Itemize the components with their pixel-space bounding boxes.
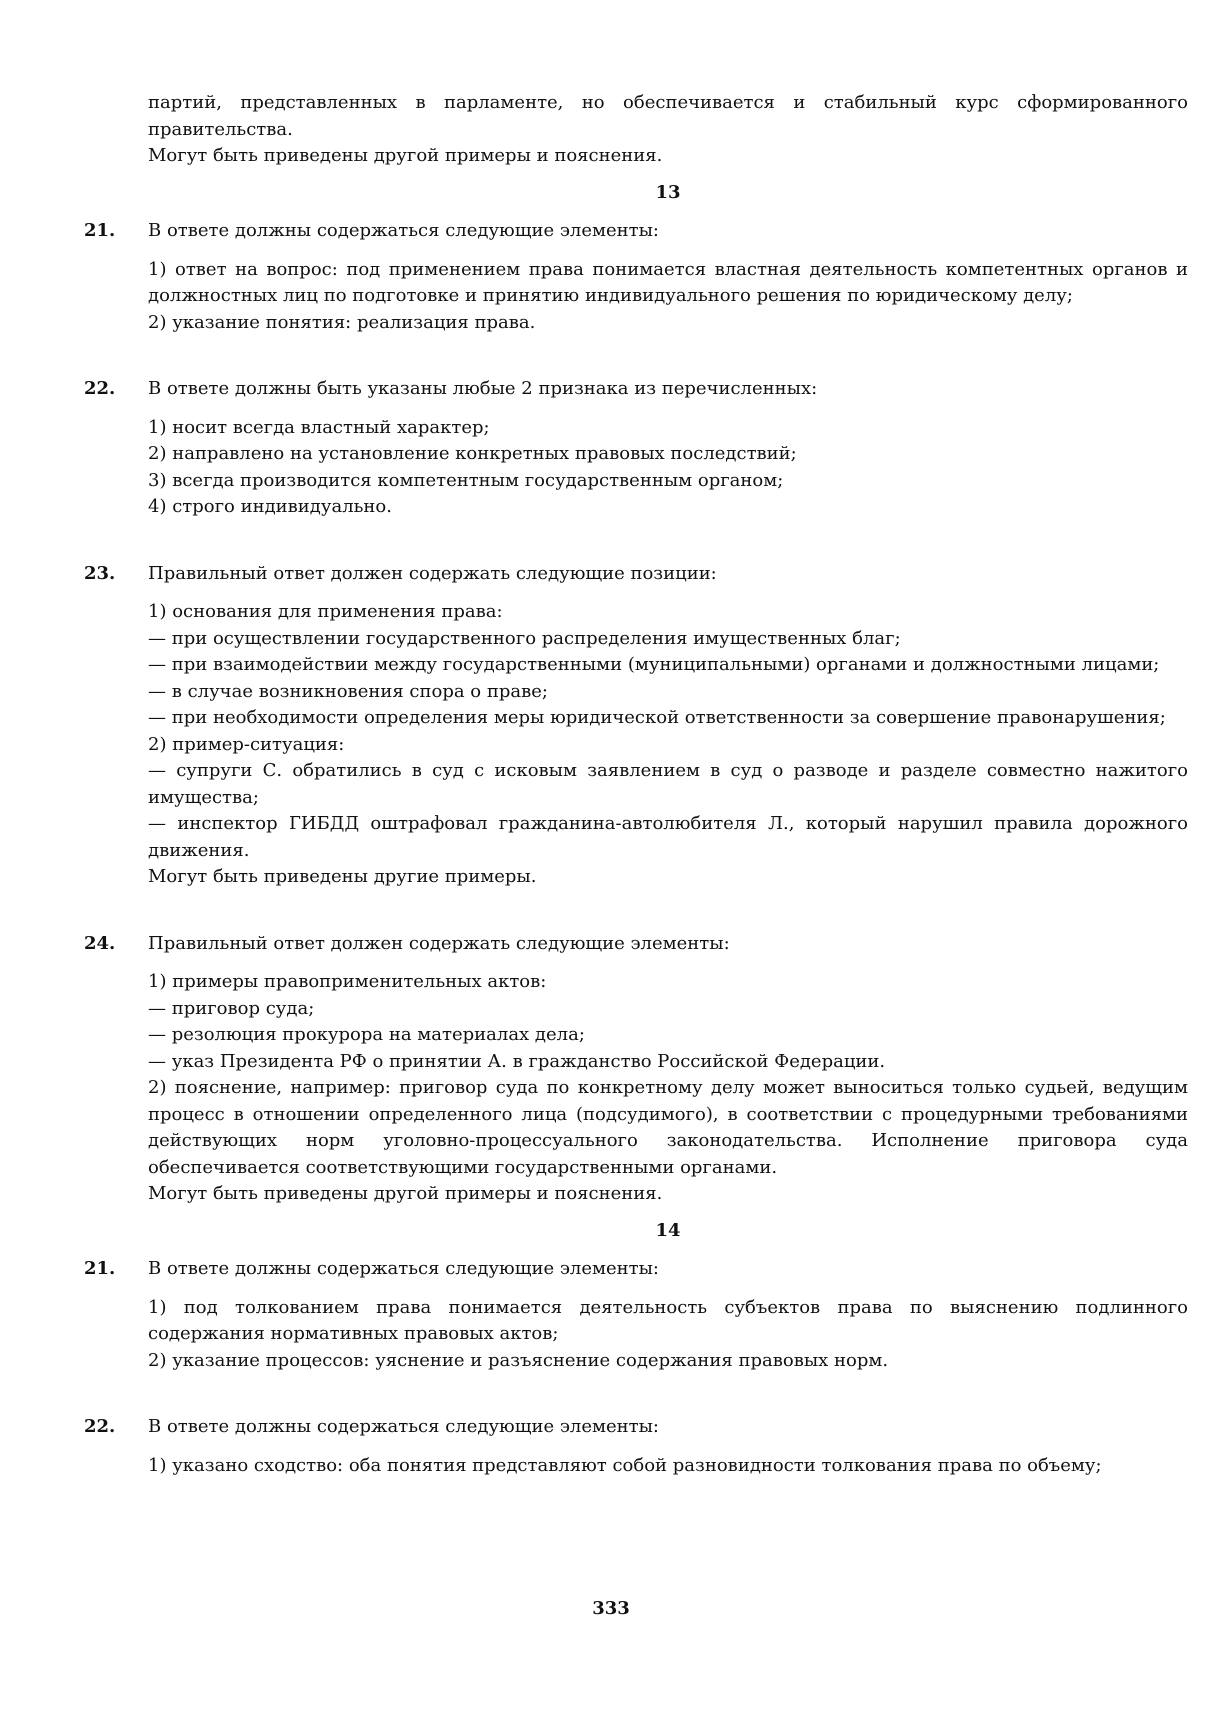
task-number: 21.: [84, 1258, 116, 1279]
page-number: 333: [592, 1598, 630, 1619]
answer-line: Могут быть приведены другие примеры.: [148, 866, 537, 887]
section-number: 13: [655, 181, 681, 203]
answer-line: 2) пример-ситуация:: [148, 733, 345, 755]
answer-line: — указ Президента РФ о принятии А. в гражданство Российской Федерации.: [148, 1050, 886, 1072]
answer-line: 2) направлено на установление конкретных правовых последствий;: [148, 443, 797, 464]
task-header: В ответе должны содержаться следующие элементы:: [148, 220, 659, 241]
answer-line: — при необходимости определения меры юридической ответственности за совершение правонарушения;: [148, 707, 1166, 728]
task-number: 22.: [84, 378, 116, 399]
page-content: [84, 90, 1188, 1479]
answer-line: — в случае возникновения спора о праве;: [148, 680, 548, 702]
task-header: В ответе должны содержаться следующие элементы:: [148, 1416, 659, 1437]
intro-line: партий, представленных в парламенте, но обеспечивается и стабильный курс сформированного правительства.: [148, 92, 1188, 140]
answer-line: — приговор суда;: [148, 997, 315, 1019]
task-block: [84, 218, 1188, 336]
answer-line: — резолюция прокурора на материалах дела;: [148, 1024, 585, 1045]
task-header: Правильный ответ должен содержать следующие элементы:: [148, 932, 730, 954]
task-block: [84, 376, 1188, 521]
task-number: 23.: [84, 562, 116, 584]
answer-line: 1) ответ на вопрос: под применением права понимается властная деятельность компетентных органов и должностных лиц по подготовке и принятию индивидуального решения по юридическому делу;: [148, 258, 1188, 306]
answer-line: — инспектор ГИБДД оштрафовал гражданина-автолюбителя Л., который нарушил правила дорожного движения.: [148, 813, 1188, 861]
task-header: В ответе должны быть указаны любые 2 признака из перечисленных:: [148, 378, 818, 399]
task-number: 21.: [84, 220, 116, 241]
answer-line: — при взаимодействии между государственными (муниципальными) органами и должностными лицами;: [148, 654, 1160, 675]
answer-line: 2) пояснение, например: приговор суда по конкретному делу может выноситься только судьей, ведущим процесс в отношении определенного лица (подсудимого), в соответствии с процедурными требованиями действующих норм уголовно-процессуального законодательства. Исполнение приговора суда обеспечивается соответствующими государственными органами.: [148, 1077, 1188, 1178]
answer-line: 2) указание понятия: реализация права.: [148, 311, 536, 333]
answer-line: — при осуществлении государственного распределения имущественных благ;: [148, 627, 901, 649]
task-block: [84, 1414, 1188, 1479]
answer-line: 1) основания для применения права:: [148, 601, 503, 622]
answer-line: Могут быть приведены другой примеры и пояснения.: [148, 1183, 663, 1204]
answer-line: 4) строго индивидуально.: [148, 496, 392, 517]
answer-line: 1) носит всегда властный характер;: [148, 416, 490, 438]
task-header: Правильный ответ должен содержать следующие позиции:: [148, 562, 717, 584]
task-number: 22.: [84, 1416, 116, 1437]
task-number: 24.: [84, 932, 116, 954]
answer-line: 3) всегда производится компетентным государственным органом;: [148, 469, 784, 491]
task-block: [84, 1256, 1188, 1374]
task-block: [84, 931, 1188, 1208]
task-header: В ответе должны содержаться следующие элементы:: [148, 1258, 659, 1279]
task-block: [84, 561, 1188, 891]
intro-line: Могут быть приведены другой примеры и пояснения.: [148, 145, 663, 166]
answer-line: 2) указание процессов: уяснение и разъяснение содержания правовых норм.: [148, 1349, 889, 1371]
answer-line: 1) указано сходство: оба понятия представляют собой разновидности толкования права по объему;: [148, 1454, 1102, 1476]
answer-line: 1) под толкованием права понимается деятельность субъектов права по выяснению подлинного содержания нормативных правовых актов;: [148, 1296, 1188, 1344]
answer-line: — супруги С. обратились в суд с исковым заявлением в суд о разводе и разделе совместно нажитого имущества;: [148, 760, 1188, 808]
answer-line: 1) примеры правоприменительных актов:: [148, 971, 547, 992]
section-number: 14: [655, 1219, 681, 1241]
